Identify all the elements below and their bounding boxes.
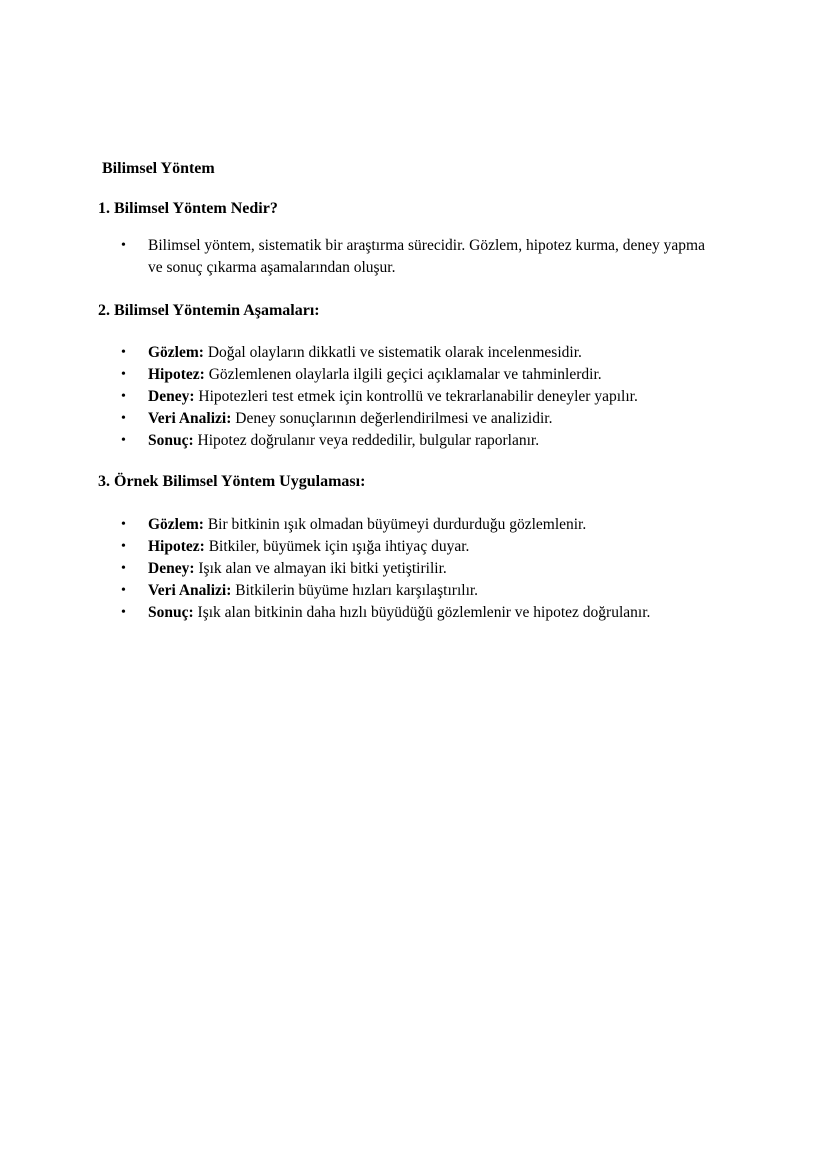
section-heading-what-is: 1. Bilimsel Yöntem Nedir? xyxy=(98,200,278,217)
bullet-icon: • xyxy=(121,367,126,382)
bullet-icon: • xyxy=(121,238,126,253)
bullet-icon: • xyxy=(121,605,126,620)
item-text: Hipotezleri test etmek için kontrollü ve tekrarlanabilir deneyler yapılır. xyxy=(194,388,638,405)
item-term: Gözlem: xyxy=(148,344,204,361)
item-text: Bitkilerin büyüme hızları karşılaştırılır. xyxy=(231,582,479,599)
list-item xyxy=(0,235,828,279)
definition-list xyxy=(0,235,828,279)
bullet-icon: • xyxy=(121,561,126,576)
item-term: Sonuç: xyxy=(148,604,194,621)
item-text: Bitkiler, büyümek için ışığa ihtiyaç duyar. xyxy=(204,538,470,555)
item-text: Işık alan ve almayan iki bitki yetiştirilir. xyxy=(194,560,447,577)
list-item xyxy=(0,580,828,602)
item-term: Hipotez: xyxy=(148,538,205,555)
stages-list xyxy=(0,342,828,452)
item-term: Hipotez: xyxy=(148,366,205,383)
bullet-icon: • xyxy=(121,389,126,404)
item-text: Hipotez doğrulanır veya reddedilir, bulgular raporlanır. xyxy=(193,432,540,449)
document-title: Bilimsel Yöntem xyxy=(102,160,215,177)
item-text: Deney sonuçlarının değerlendirilmesi ve analizidir. xyxy=(231,410,553,427)
example-list xyxy=(0,514,828,624)
bullet-icon: • xyxy=(121,433,126,448)
item-term: Deney: xyxy=(148,560,195,577)
list-item xyxy=(0,342,828,364)
item-text: Bilimsel yöntem, sistematik bir araştırma sürecidir. Gözlem, hipotez kurma, deney yapma ve sonuç çıkarma aşamalarından oluşur. xyxy=(148,237,705,276)
bullet-icon: • xyxy=(121,345,126,360)
list-item xyxy=(0,536,828,558)
item-term: Veri Analizi: xyxy=(148,410,232,427)
bullet-icon: • xyxy=(121,583,126,598)
item-term: Sonuç: xyxy=(148,432,194,449)
list-item xyxy=(0,408,828,430)
list-item xyxy=(0,386,828,408)
list-item xyxy=(0,514,828,536)
item-text: Bir bitkinin ışık olmadan büyümeyi durdurduğu gözlemlenir. xyxy=(203,516,587,533)
item-text: Doğal olayların dikkatli ve sistematik olarak incelenmesidir. xyxy=(203,344,582,361)
item-text: Gözlemlenen olaylarla ilgili geçici açıklamalar ve tahminlerdir. xyxy=(204,366,602,383)
bullet-icon: • xyxy=(121,539,126,554)
bullet-icon: • xyxy=(121,517,126,532)
item-term: Deney: xyxy=(148,388,195,405)
section-heading-example: 3. Örnek Bilimsel Yöntem Uygulaması: xyxy=(98,473,366,490)
list-item xyxy=(0,364,828,386)
item-term: Veri Analizi: xyxy=(148,582,232,599)
bullet-icon: • xyxy=(121,411,126,426)
list-item xyxy=(0,602,828,624)
item-term: Gözlem: xyxy=(148,516,204,533)
item-text: Işık alan bitkinin daha hızlı büyüdüğü gözlemlenir ve hipotez doğrulanır. xyxy=(193,604,651,621)
section-heading-stages: 2. Bilimsel Yöntemin Aşamaları: xyxy=(98,302,320,319)
list-item xyxy=(0,558,828,580)
list-item xyxy=(0,430,828,452)
